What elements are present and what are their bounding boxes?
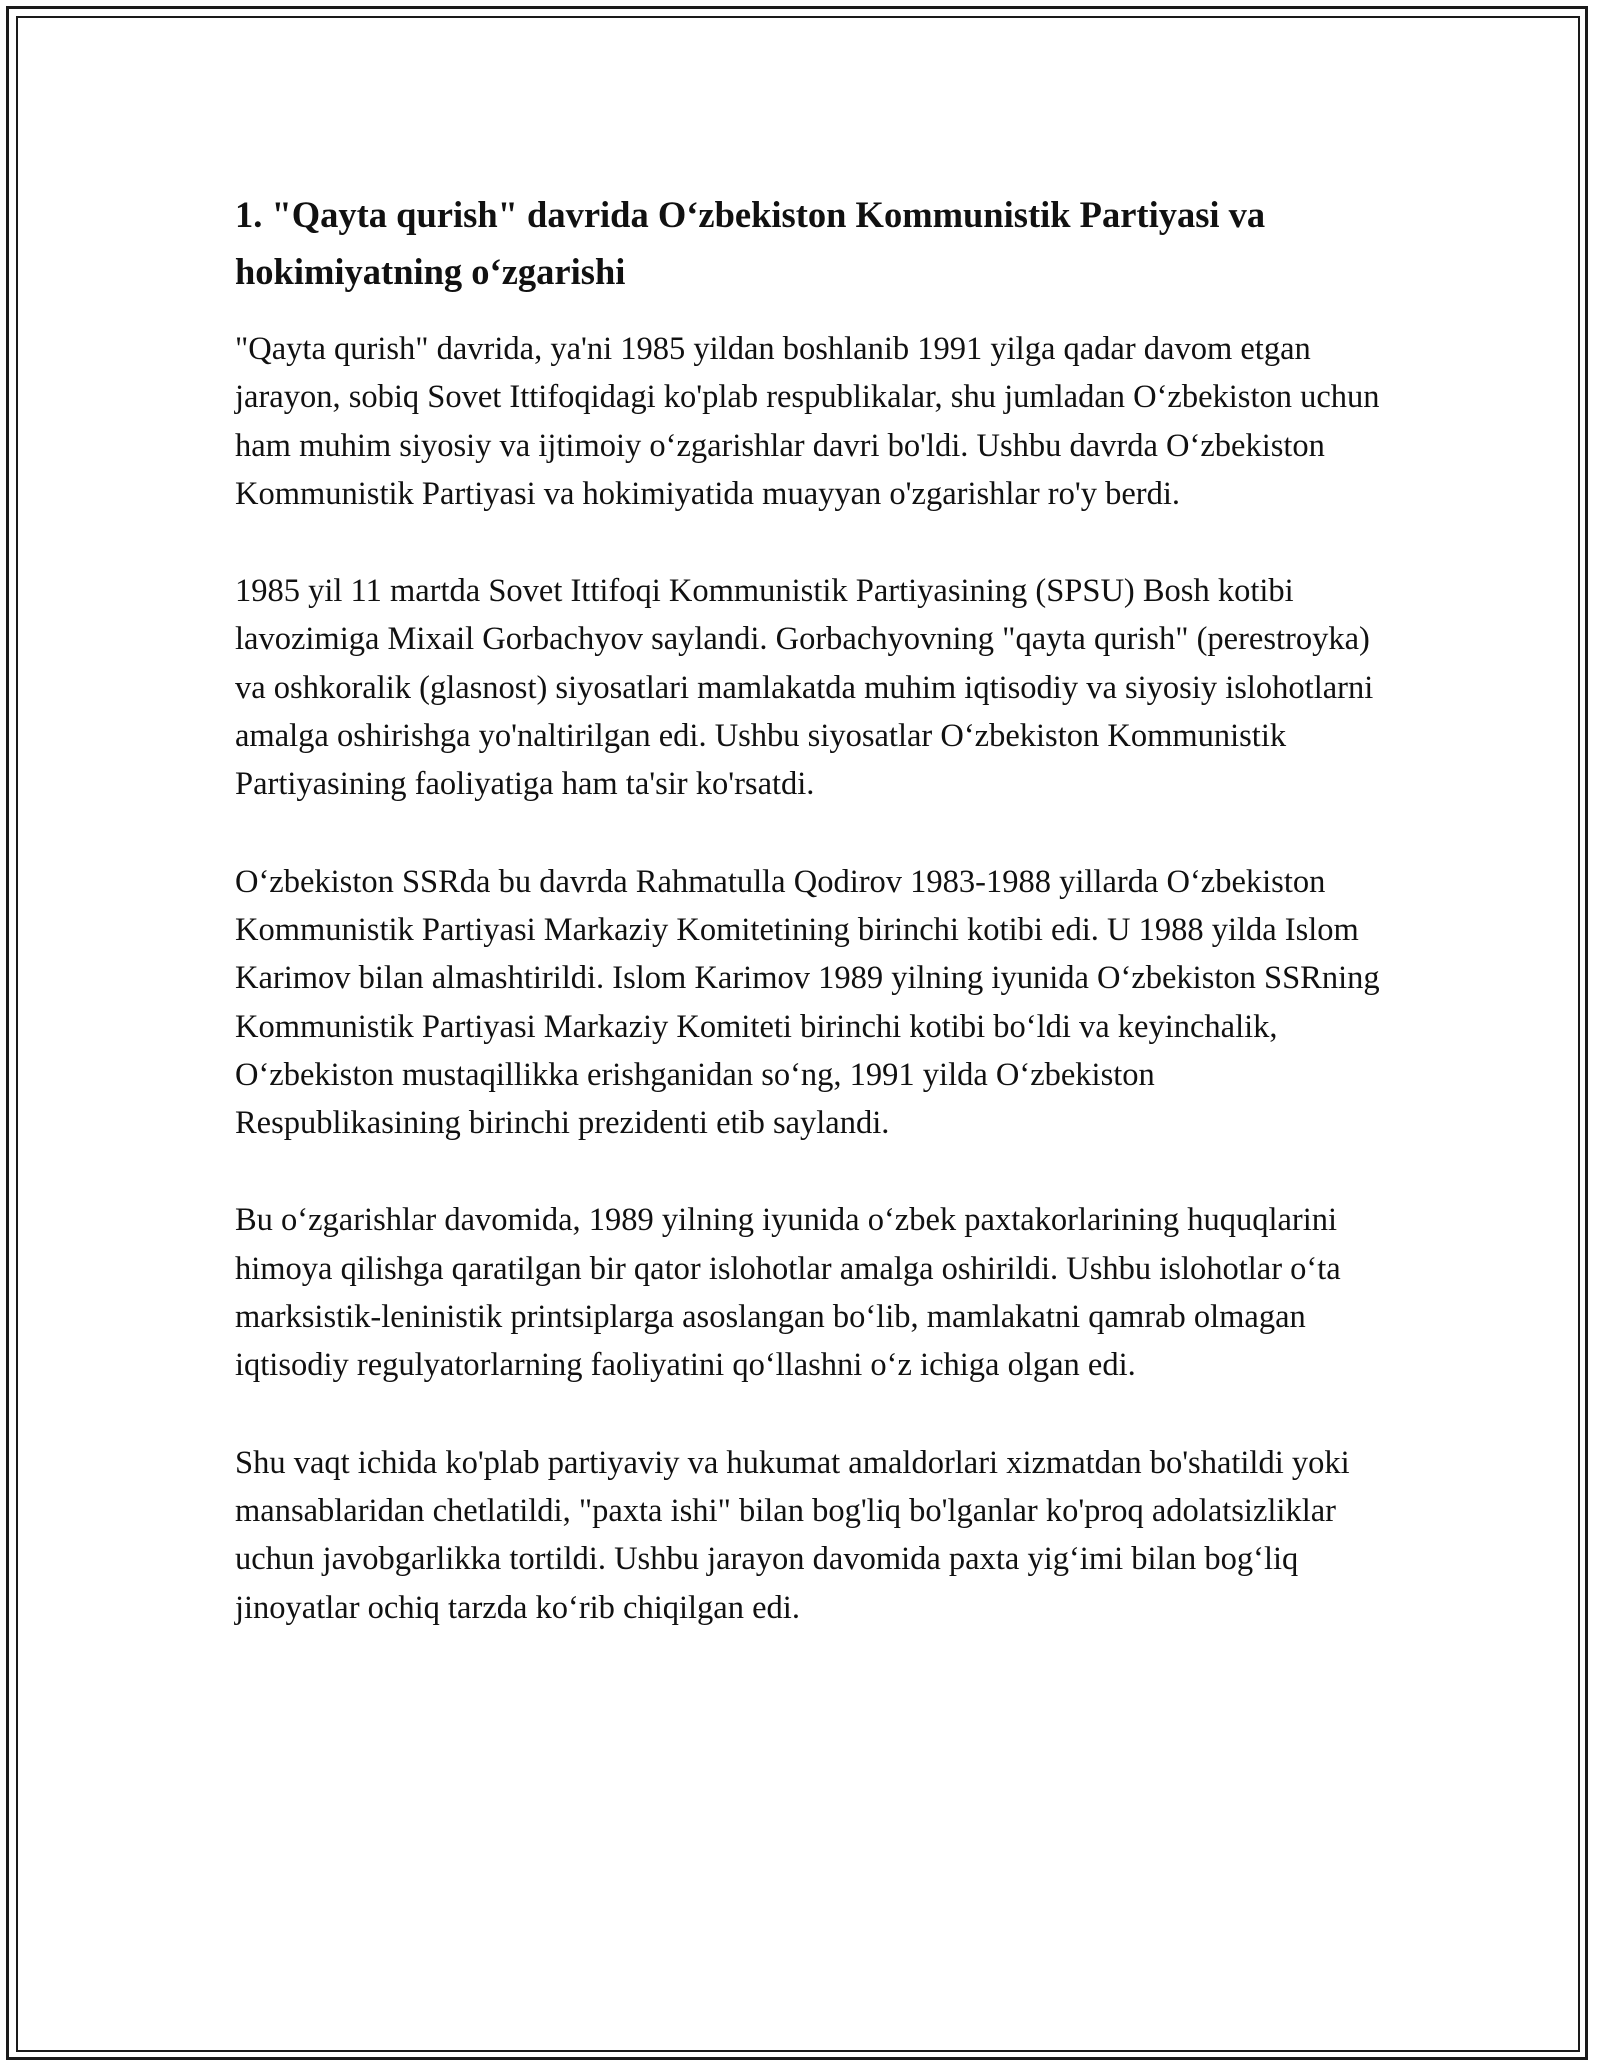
paragraph: Bu o‘zgarishlar davomida, 1989 yilning iyunida o‘zbek paxtakorlarining huquqlarini himoya qilishga qaratilgan bir qator islohotlar amalga oshirildi. Ushbu islohotlar o‘ta marksistik-leninistik printsiplarga asoslangan bo‘lib, mamlakatni qamrab olmagan iqtisodiy regulyatorlarning faoliyatini qo‘llashni o‘z ichiga olgan edi.: [235, 1202, 1341, 1384]
section-heading: 1. "Qayta qurish" davrida O‘zbekiston Kommunistik Partiyasi va hokimiyatning o‘zgarishi: [235, 194, 1266, 292]
paragraph: Shu vaqt ichida ko'plab partiyaviy va hukumat amaldorlari xizmatdan bo'shatildi yoki mansablaridan chetlatildi, "paxta ishi" bilan bog'liq bo'lganlar ko'proq adolatsizliklar uchun javobgarlikka tortildi. Ushbu jarayon davomida paxta yig‘imi bilan bog‘liq jinoyatlar ochiq tarzda ko‘rib chiqilgan edi.: [235, 1444, 1350, 1626]
paragraph: "Qayta qurish" davrida, ya'ni 1985 yildan boshlanib 1991 yilga qadar davom etgan jarayon, sobiq Sovet Ittifoqidagi ko'plab respublikalar, shu jumladan O‘zbekiston uchun ham muhim siyosiy va ijtimoiy o‘zgarishlar davri bo'ldi. Ushbu davrda O‘zbekiston Kommunistik Partiyasi va hokimiyatida muayyan o'zgarishlar ro'y berdi.: [235, 331, 1380, 512]
document-body: [235, 186, 1385, 1681]
paragraph: O‘zbekiston SSRda bu davrda Rahmatulla Qodirov 1983-1988 yillarda O‘zbekiston Kommunistik Partiyasi Markaziy Komitetining birinchi kotibi edi. U 1988 yilda Islom Karimov bilan almashtirildi. Islom Karimov 1989 yilning iyunida O‘zbekiston SSRning Kommunistik Partiyasi Markaziy Komiteti birinchi kotibi bo‘ldi va keyinchalik, O‘zbekiston mustaqillikka erishganidan so‘ng, 1991 yilda O‘zbekiston Respublikasining birinchi prezidenti etib saylandi.: [235, 863, 1380, 1142]
paragraph: 1985 yil 11 martda Sovet Ittifoqi Kommunistik Partiyasining (SPSU) Bosh kotibi lavozimiga Mixail Gorbachyov saylandi. Gorbachyovning "qayta qurish" (perestroyka) va oshkoralik (glasnost) siyosatlari mamlakatda muhim iqtisodiy va siyosiy islohotlarni amalga oshirishga yo'naltirilgan edi. Ushbu siyosatlar O‘zbekiston Kommunistik Partiyasining faoliyatiga ham ta'sir ko'rsatdi.: [235, 573, 1374, 803]
